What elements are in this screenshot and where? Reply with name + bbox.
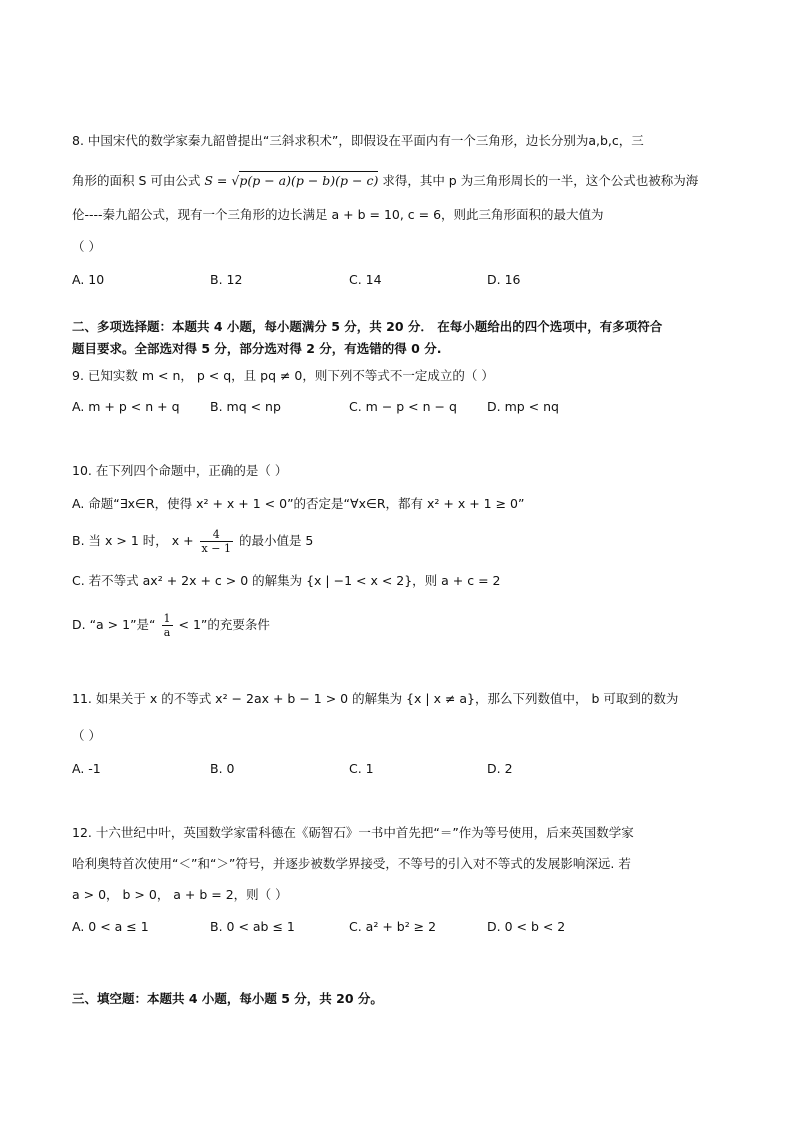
q12-line-2: 哈利奥特首次使用“＜”和“＞”符号，并逐步被数学界接受，不等号的引入对不等式的发展影响深远. 若 [72, 856, 631, 871]
q8-option-d: D. 16 [487, 272, 521, 287]
q12-option-d: D. 0 < b < 2 [487, 919, 566, 934]
q11-stem: 11. 如果关于 x 的不等式 x² − 2ax + b − 1 > 0 的解集为 {x | x ≠ a}，那么下列数值中， b 可取到的数为 [72, 691, 679, 706]
q11-option-b: B. 0 [210, 761, 235, 776]
q10-stem: 10. 在下列四个命题中，正确的是（ ） [72, 463, 288, 478]
fraction-denominator: x − 1 [201, 542, 231, 555]
q12-option-b: B. 0 < ab ≤ 1 [210, 919, 295, 934]
q8-answer-blank: （ ） [72, 239, 101, 254]
q10-option-a: A. 命题“∃x∈R，使得 x² + x + 1 < 0”的否定是“∀x∈R，都有 x² + x + 1 ≥ 0” [72, 496, 525, 511]
q8-line-3: 伦----秦九韶公式，现有一个三角形的边长满足 a + b = 10, c = 6，则此三角形面积的最大值为 [72, 207, 604, 222]
q12-line-1: 12. 十六世纪中叶，英国数学家雷科德在《砺智石》一书中首先把“＝”作为等号使用，后来英国数学家 [72, 825, 634, 840]
q9-stem: 9. 已知实数 m < n， p < q，且 pq ≠ 0，则下列不等式不一定成立的（ ） [72, 368, 494, 383]
section-3-heading: 三、填空题：本题共 4 小题，每小题 5 分，共 20 分。 [72, 991, 383, 1006]
q9-option-b: B. mq < np [210, 399, 281, 414]
q8-line-1: 8. 中国宋代的数学家秦九韶曾提出“三斜求积术”，即假设在平面内有一个三角形，边长分别为a,b,c，三 [72, 133, 644, 148]
q10-option-b-start: B. 当 x > 1 时， x + [72, 533, 194, 548]
heron-formula-sqrt: √p(p − a)(p − b)(p − c) [231, 173, 379, 188]
heron-formula-lhs: S = [204, 173, 228, 188]
q8-option-c: C. 14 [349, 272, 382, 287]
q9-option-d: D. mp < nq [487, 399, 559, 414]
q8-line-2 [72, 172, 698, 190]
section-2-heading-line-1: 二、多项选择题：本题共 4 小题，每小题满分 5 分，共 20 分． 在每小题给出的四个选项中，有多项符合 [72, 319, 663, 334]
q9-option-c: C. m − p < n − q [349, 399, 457, 414]
q10-option-b [72, 526, 313, 556]
q12-option-a: A. 0 < a ≤ 1 [72, 919, 149, 934]
fraction-numerator: 1 [163, 612, 171, 625]
q11-option-a: A. -1 [72, 761, 101, 776]
q10-option-d-start: D. “a > 1”是“ [72, 617, 156, 632]
q10-option-d [72, 610, 270, 640]
section-2-heading-line-2: 题目要求。全部选对得 5 分，部分选对得 2 分，有选错的得 0 分. [72, 341, 442, 356]
q8-option-a: A. 10 [72, 272, 105, 287]
q11-answer-blank: （ ） [72, 728, 101, 743]
fraction-numerator: 4 [200, 528, 233, 542]
q8-line-2-end: 求得，其中 p 为三角形周长的一半，这个公式也被称为海 [382, 173, 699, 188]
heron-formula-radicand: p(p − a)(p − b)(p − c) [239, 173, 379, 188]
q9-option-a: A. m + p < n + q [72, 399, 180, 414]
fraction-denominator: a [163, 626, 171, 639]
q8-option-b: B. 12 [210, 272, 243, 287]
q8-line-2-start: 角形的面积 S 可由公式 [72, 173, 201, 188]
q10-option-b-end: 的最小值是 5 [238, 533, 314, 548]
q10-option-d-end: < 1”的充要条件 [178, 617, 270, 632]
q10-option-b-fraction [200, 528, 233, 555]
q11-option-c: C. 1 [349, 761, 374, 776]
q12-option-c: C. a² + b² ≥ 2 [349, 919, 437, 934]
q12-line-3: a > 0， b > 0， a + b = 2，则（ ） [72, 887, 288, 902]
q10-option-d-fraction [162, 612, 173, 639]
q10-option-c: C. 若不等式 ax² + 2x + c > 0 的解集为 {x | −1 < x < 2}，则 a + c = 2 [72, 573, 501, 588]
q11-option-d: D. 2 [487, 761, 513, 776]
